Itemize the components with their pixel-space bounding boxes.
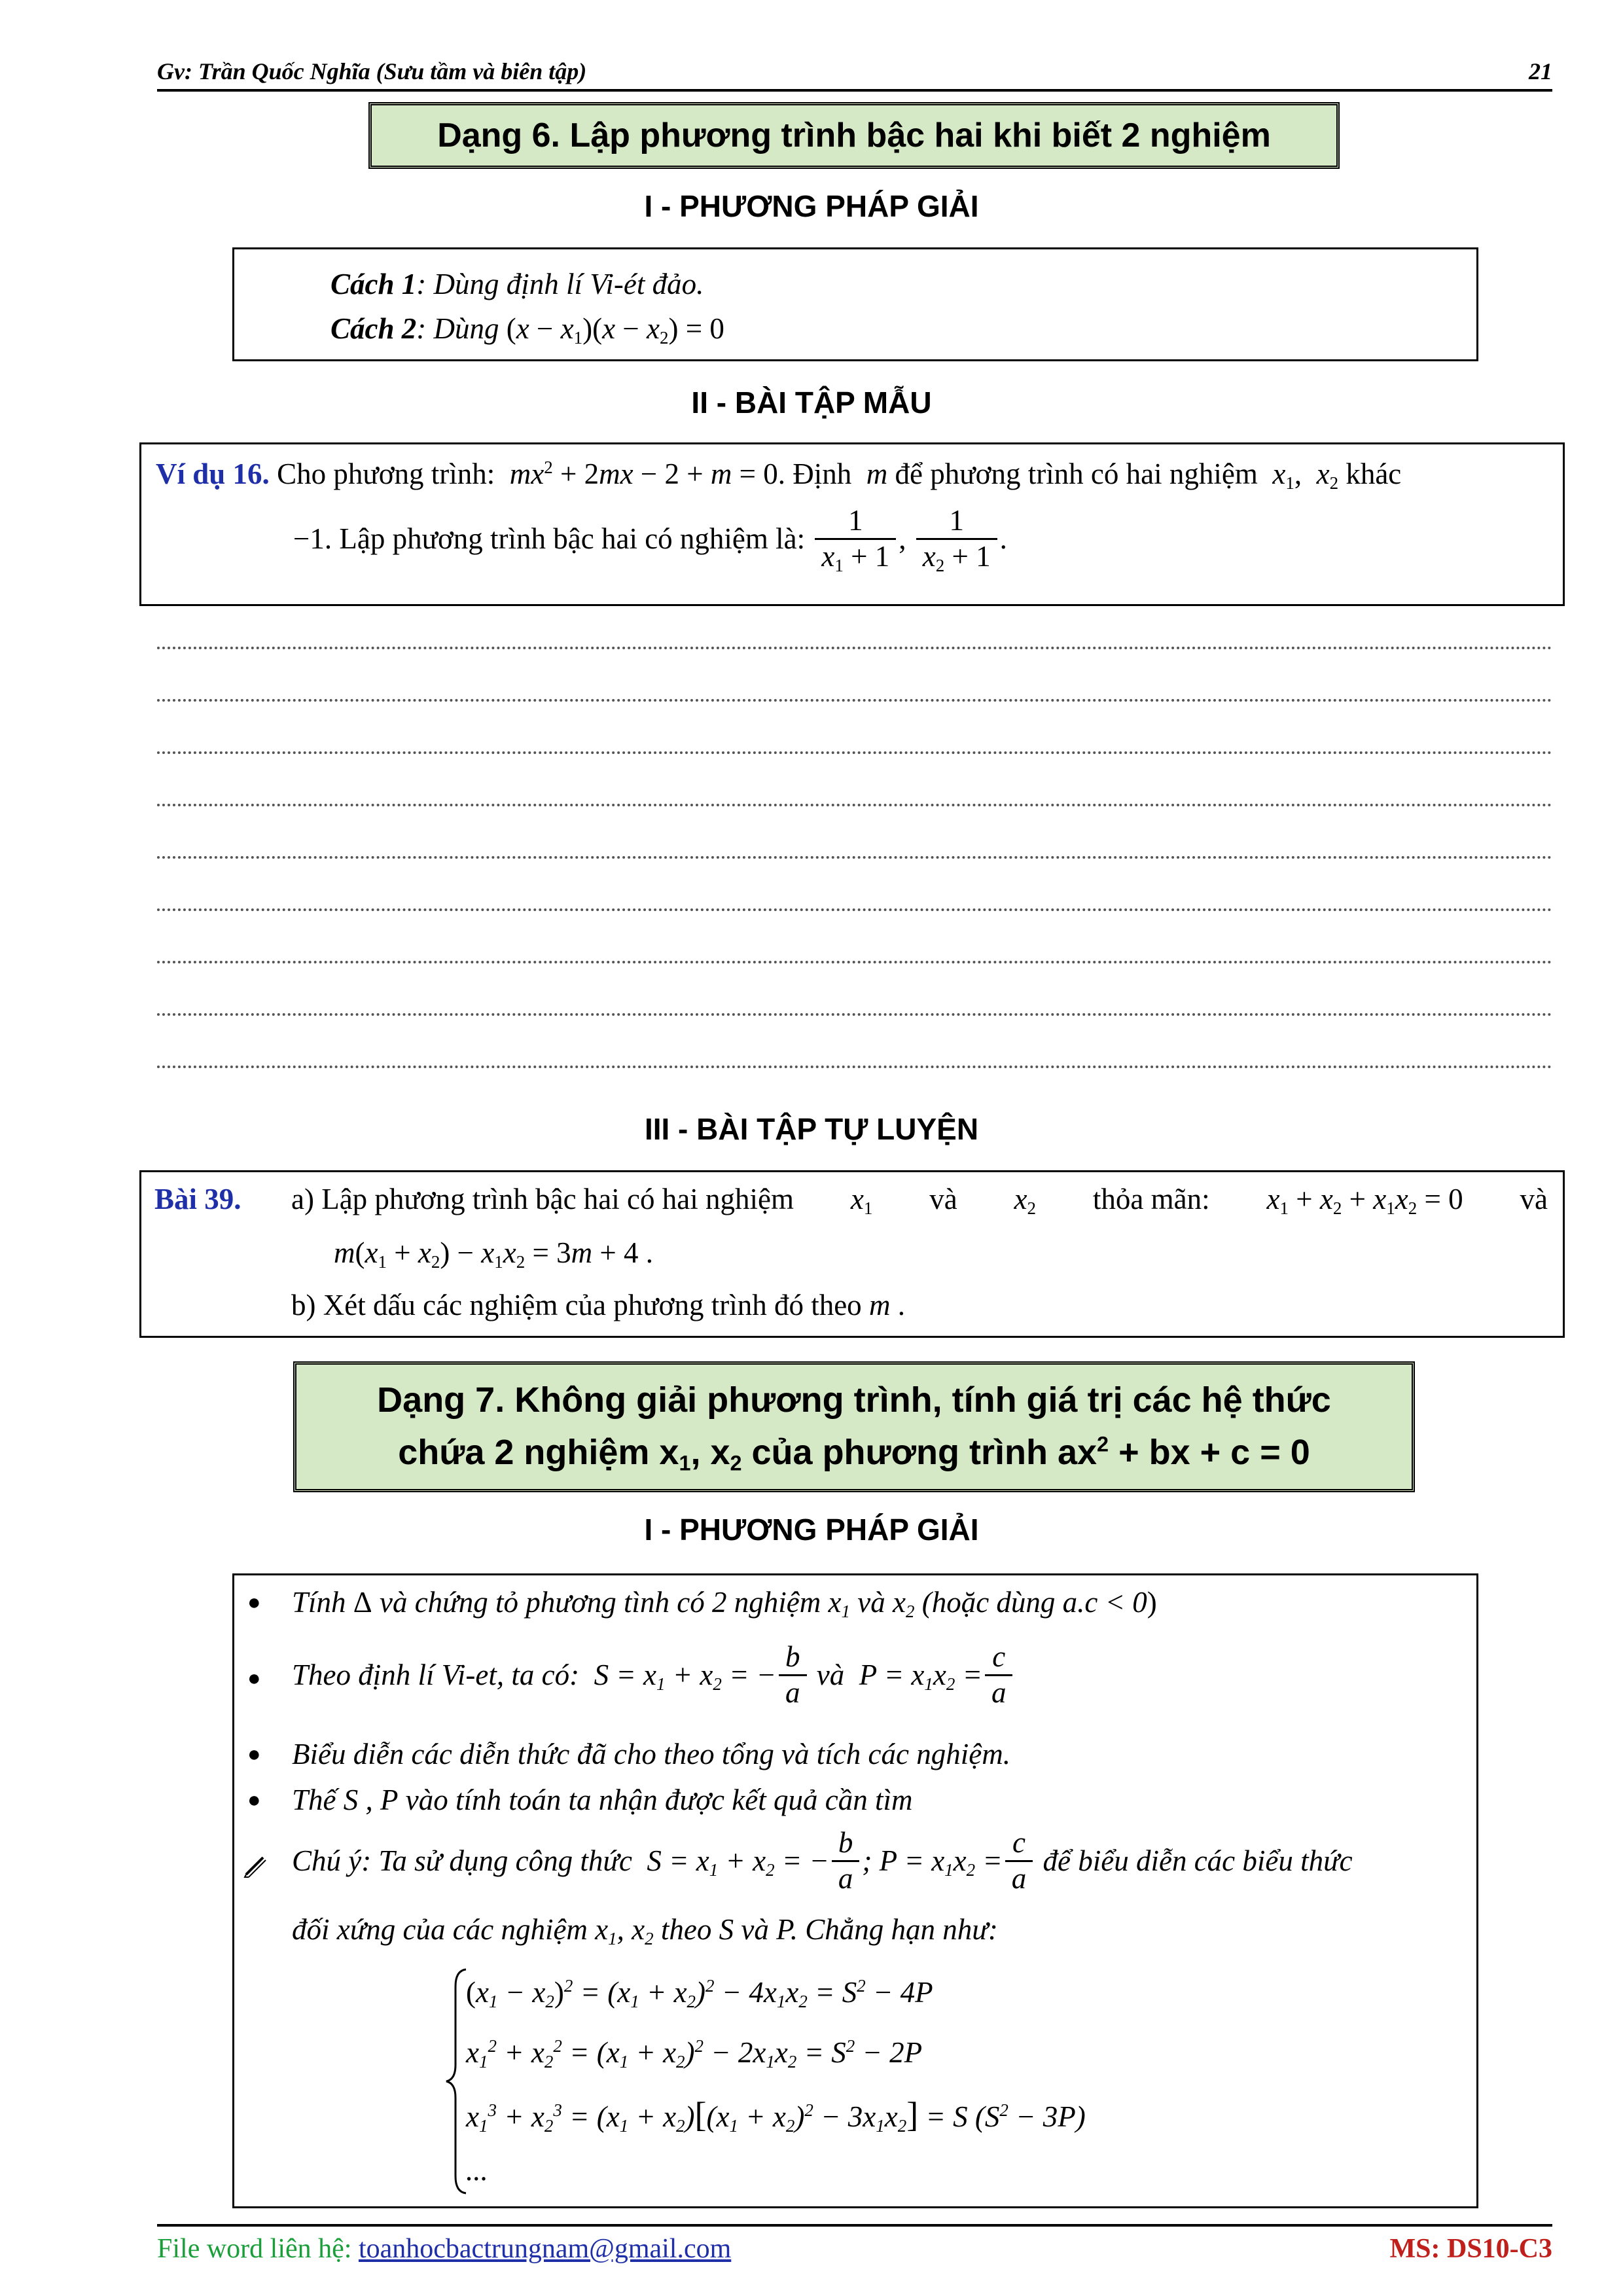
exercise39-condition1: $x_1 + x_2 + x_1x_2 = 0$: [1266, 1183, 1463, 1219]
method-bullet-3: Biểu diễn các diễn thức đã cho theo tổng và tích các nghiệm.: [292, 1738, 1010, 1770]
method2-label: Cách 2: [330, 312, 417, 345]
exercise39-part-a: [291, 1182, 1548, 1219]
page-number: 21: [1529, 58, 1552, 84]
dang6-section2-heading: II - BÀI TẬP MẪU: [691, 386, 932, 420]
answer-dotted-line: [157, 902, 1552, 911]
example16-text-a: Cho phương trình:: [277, 457, 495, 490]
header-author: Gv: Trần Quốc Nghĩa (Sưu tầm và biên tập): [157, 58, 587, 84]
bullet-icon: ●: [247, 1590, 261, 1615]
example16-equation: $mx^2 + 2mx - 2 + m = 0$: [509, 457, 778, 490]
method2-formula: $(x - x_1)(x - x_2) = 0$: [506, 312, 724, 348]
method1-text: : Dùng định lí Vi-ét đảo.: [416, 268, 704, 300]
header-rule: [157, 89, 1552, 92]
example16-line2: −1. Lập phương trình bậc hai có nghiệm là: $\frac{1}{x_1 + 1}$ , $\frac{1}{x_2 + 1}$ .: [293, 504, 1007, 575]
answer-dotted-line: [157, 954, 1552, 963]
dang7-title-box: [293, 1361, 1415, 1492]
exercise39-a4: và: [1520, 1183, 1548, 1215]
exercise39-a1: a) Lập phương trình bậc hai có hai nghiệm: [291, 1183, 794, 1215]
footer-email-link[interactable]: toanhocbactrungnam@gmail.com: [358, 2234, 732, 2264]
example16-label: Ví dụ 16.: [156, 457, 270, 490]
footer-code: MS: DS10-C3: [1389, 2234, 1552, 2264]
dang6-title: Dạng 6. Lập phương trình bậc hai khi biết 2 nghiệm: [437, 117, 1271, 154]
example16-text-e: . Lập phương trình bậc hai có nghiệm là:: [324, 522, 806, 555]
method1-line: [330, 267, 704, 301]
footer-contact-label: File word liên hệ:: [157, 2234, 352, 2264]
answer-dotted-line: [157, 1007, 1552, 1016]
identity-ellipsis: ...: [466, 2154, 488, 2187]
fraction-b-over-a: $\frac{b}{a}$: [779, 1640, 807, 1710]
dang6-section3-heading: III - BÀI TẬP TỰ LUYỆN: [644, 1112, 979, 1146]
answer-dotted-line: [157, 692, 1552, 702]
exercise39-condition2: $m(x_1 + x_2) - x_1x_2 = 3m + 4$ .: [334, 1236, 653, 1272]
exercise39-label: Bài 39.: [154, 1183, 241, 1215]
method-bullet-2: Theo định lí Vi-et, ta có: $S = x_1 + x_2$ = − $\frac{b}{a}$ và $P = x_1x_2$ = $\frac{c}{a}$: [292, 1640, 1015, 1710]
exercise39-part-b: b) Xét dấu các nghiệm của phương trình đó theo m .: [291, 1289, 905, 1321]
answer-dotted-line: [157, 640, 1552, 649]
note-line2: đối xứng của các nghiệm $x_1$, $x_2$ theo S và P. Chẳng hạn như:: [292, 1913, 998, 1949]
bullet-icon: ●: [247, 1742, 261, 1767]
dang7-title-line1: Dạng 7. Không giải phương trình, tính giá trị các hệ thức: [377, 1380, 1331, 1420]
note-line1: Chú ý: Ta sử dụng công thức $S = x_1 + x_2$ = − $\frac{b}{a}$ ; $P = x_1x_2$ = $\frac{c}{a}$ để biểu diễn các biểu thức: [292, 1826, 1353, 1895]
dang7-title-line2: chứa 2 nghiệm $x_1$, $x_2$ của phương trình $ax^2$ + bx + c = 0: [398, 1432, 1310, 1475]
footer-contact: [157, 2233, 731, 2265]
identity-sum-of-squares: $x_1^2 + x_2^2 = (x_1 + x_2)^2 - 2x_1x_2 = S^2 - 2P$: [466, 2036, 923, 2072]
bullet-icon: ●: [247, 1666, 261, 1691]
answer-dotted-line: [157, 1059, 1552, 1068]
minus-one: −1: [293, 522, 325, 555]
method1-label: Cách 1: [330, 268, 417, 300]
answer-dotted-line: [157, 797, 1552, 806]
bullet-icon: ●: [247, 1788, 261, 1812]
example16-text-d: khác: [1346, 457, 1402, 490]
answer-dotted-line: [157, 745, 1552, 754]
note-fraction-c-over-a: $\frac{c}{a}$: [1005, 1826, 1033, 1896]
identity-difference-squared: $(x_1 - x_2)^2 = (x_1 + x_2)^2 - 4x_1x_2 = S^2 - 4P$: [466, 1975, 933, 2012]
method-bullet-4: Thế S , P vào tính toán ta nhận được kết quả cần tìm: [292, 1784, 913, 1816]
exercise39-a3: thỏa mãn:: [1092, 1183, 1210, 1215]
exercise39-x2: $x_2$: [1014, 1183, 1037, 1219]
identity-sum-of-cubes: $x_1^3 + x_2^3 = (x_1 + x_2)[(x_1 + x_2)^2 - 3x_1x_2] = S$ $(S^2 - 3P)$: [466, 2095, 1086, 2136]
exercise39-a2: và: [929, 1183, 957, 1215]
fraction-1-over-x2plus1: $\frac{1}{x_2 + 1}$: [916, 504, 997, 574]
var-m: m: [859, 457, 895, 490]
note-fraction-b-over-a: $\frac{b}{a}$: [832, 1826, 860, 1896]
dang6-title-box: [368, 102, 1340, 169]
dang6-section1-heading: I - PHƯƠNG PHÁP GIẢI: [644, 189, 979, 223]
fraction-1-over-x1plus1: $\frac{1}{x_1 + 1}$: [815, 504, 896, 574]
method-bullet-1: Tính Δ và chứng tỏ phương tình có 2 nghiệm $x_1$ và $x_2$ (hoặc dùng a.c < 0): [292, 1586, 1157, 1622]
roots-x1-x2: $x_1$, $x_2$: [1272, 457, 1339, 493]
pencil-icon: [243, 1852, 270, 1878]
example16-text-b: . Định: [777, 457, 852, 490]
dang7-section1-heading: I - PHƯƠNG PHÁP GIẢI: [644, 1513, 979, 1547]
footer-rule: [157, 2224, 1552, 2227]
exercise39-x1: $x_1$: [850, 1183, 873, 1219]
answer-dotted-line: [157, 850, 1552, 859]
example16-text-c: để phương trình có hai nghiệm: [895, 457, 1258, 490]
fraction-c-over-a: $\frac{c}{a}$: [985, 1640, 1013, 1710]
method2-line: [330, 312, 724, 346]
example16-line1: [156, 457, 1401, 491]
method2-text: : Dùng: [416, 312, 499, 345]
